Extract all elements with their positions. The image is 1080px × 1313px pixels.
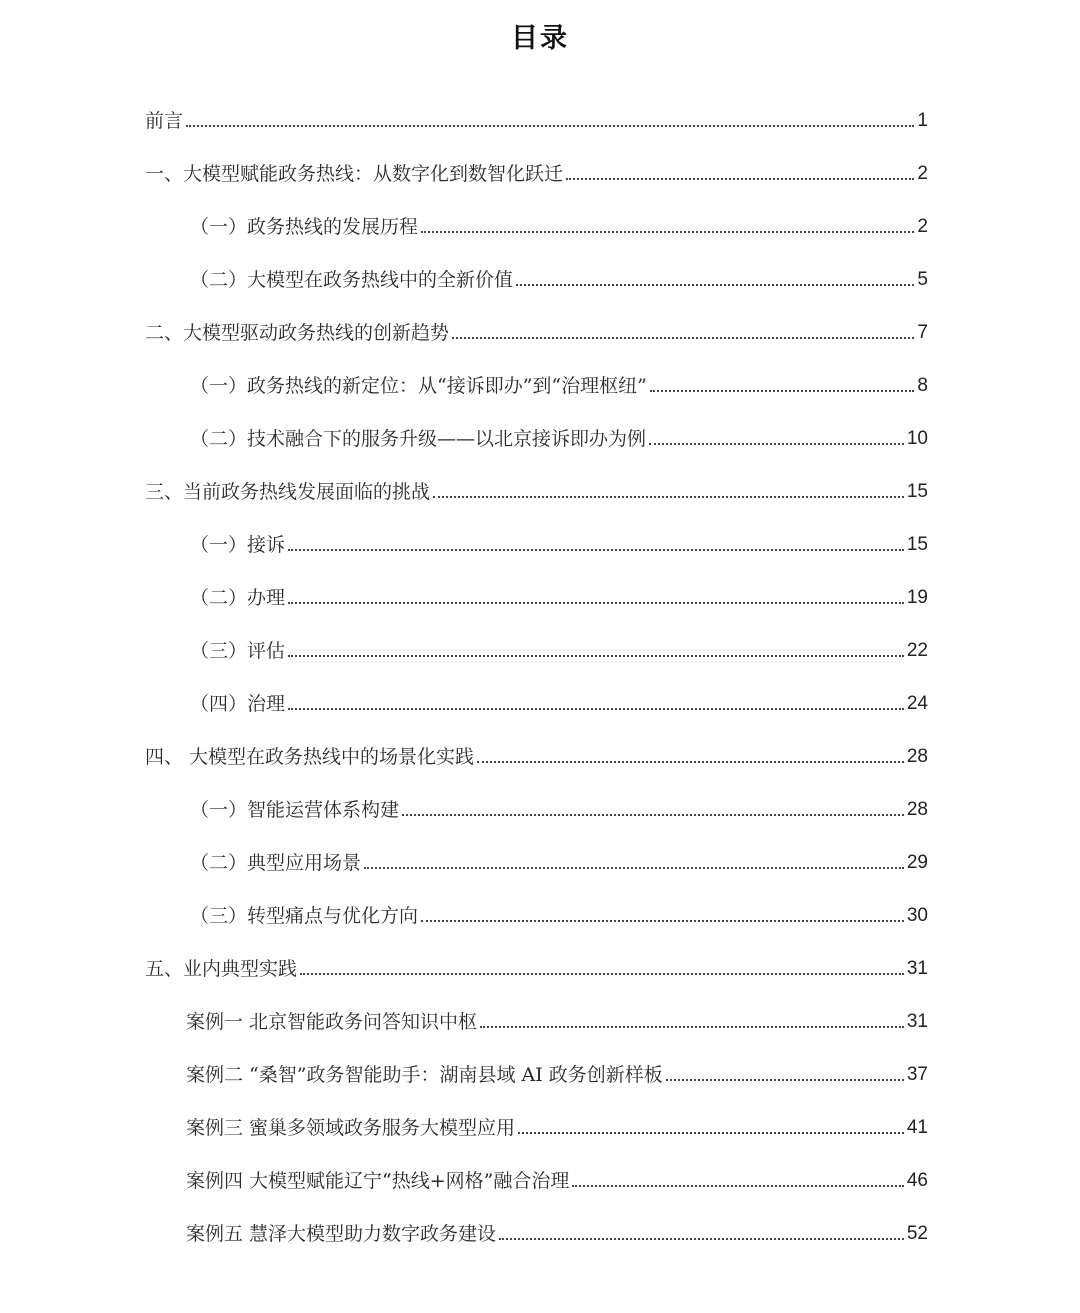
- toc-entry-page: 31: [906, 1011, 928, 1032]
- toc-entry-label: 案例二 “桑智”政务智能助手：湖南县域 AI 政务创新样板: [186, 1064, 663, 1086]
- toc-entry-page: 37: [906, 1064, 928, 1085]
- toc-entry-label: 五、业内典型实践: [145, 958, 298, 980]
- toc-entry[interactable]: [190, 421, 928, 451]
- toc-entry-page: 2: [917, 163, 928, 184]
- toc-entry-page: 41: [906, 1117, 928, 1138]
- toc-entry-page: 24: [906, 693, 928, 714]
- toc-entry-page: 28: [906, 799, 928, 820]
- dot-leader: [480, 1026, 904, 1028]
- dot-leader: [288, 602, 904, 604]
- dot-leader: [402, 814, 904, 816]
- toc-entry-page: 10: [906, 428, 928, 449]
- toc-entry[interactable]: [190, 845, 928, 875]
- toc-entry-label: （一）智能运营体系构建: [190, 799, 400, 821]
- toc-entry[interactable]: [186, 1110, 928, 1140]
- toc-entry-page: 46: [906, 1170, 928, 1191]
- dot-leader: [364, 867, 904, 869]
- toc-entry[interactable]: [145, 951, 928, 981]
- toc-entry-label: （四）治理: [190, 693, 286, 715]
- toc-entry-label: （三）评估: [190, 640, 286, 662]
- dot-leader: [288, 549, 904, 551]
- toc-entry[interactable]: [145, 156, 928, 186]
- toc-entry-page: 29: [906, 852, 928, 873]
- dot-leader: [516, 284, 914, 286]
- toc-entry-page: 28: [906, 746, 928, 767]
- toc-entry-label: （一）政务热线的发展历程: [190, 216, 419, 238]
- dot-leader: [566, 178, 914, 180]
- toc-entry[interactable]: [145, 315, 928, 345]
- toc-entry-label: 二、大模型驱动政务热线的创新趋势: [145, 322, 450, 344]
- toc-entry[interactable]: [190, 209, 928, 239]
- dot-leader: [649, 443, 904, 445]
- toc-entry[interactable]: [145, 474, 928, 504]
- toc-entry-page: 52: [906, 1223, 928, 1244]
- toc-entry-page: 5: [917, 269, 928, 290]
- toc-entry[interactable]: [186, 1163, 928, 1193]
- dot-leader: [477, 761, 904, 763]
- toc-entry-label: 案例四 大模型赋能辽宁“热线+网格”融合治理: [186, 1170, 570, 1192]
- toc-entry[interactable]: [186, 1004, 928, 1034]
- dot-leader: [300, 973, 904, 975]
- toc-entry-label: （二）典型应用场景: [190, 852, 362, 874]
- toc-entry-page: 15: [906, 481, 928, 502]
- dot-leader: [666, 1079, 904, 1081]
- toc-entry-label: （二）办理: [190, 587, 286, 609]
- dot-leader: [288, 655, 904, 657]
- toc-entry-page: 2: [917, 216, 928, 237]
- toc-entry[interactable]: [145, 103, 928, 133]
- toc-entry[interactable]: [190, 686, 928, 716]
- toc-entry-label: 三、当前政务热线发展面临的挑战: [145, 481, 431, 503]
- toc-entry-label: 一、大模型赋能政务热线：从数字化到数智化跃迁: [145, 163, 564, 185]
- toc-entry-label: （一）政务热线的新定位：从“接诉即办”到“治理枢纽”: [190, 375, 647, 397]
- toc-entry-label: （二）大模型在政务热线中的全新价值: [190, 269, 514, 291]
- toc-entry-page: 31: [906, 958, 928, 979]
- toc-entry-label: 案例一 北京智能政务问答知识中枢: [186, 1011, 478, 1033]
- toc-entry-page: 15: [906, 534, 928, 555]
- dot-leader: [572, 1185, 903, 1187]
- dot-leader: [421, 920, 904, 922]
- toc-entry[interactable]: [190, 580, 928, 610]
- toc-entry-page: 8: [917, 375, 928, 396]
- toc-entry[interactable]: [190, 898, 928, 928]
- dot-leader: [433, 496, 904, 498]
- toc-entry-page: 30: [906, 905, 928, 926]
- toc-entry[interactable]: [190, 527, 928, 557]
- toc-entry-page: 1: [917, 110, 928, 131]
- toc-entry[interactable]: [186, 1057, 928, 1087]
- toc-entry-page: 22: [906, 640, 928, 661]
- toc-entry[interactable]: [190, 792, 928, 822]
- dot-leader: [452, 337, 914, 339]
- dot-leader: [288, 708, 904, 710]
- toc-entry-label: （三）转型痛点与优化方向: [190, 905, 419, 927]
- toc-entry[interactable]: [186, 1216, 928, 1246]
- toc-entry[interactable]: [145, 739, 928, 769]
- toc-entry[interactable]: [190, 262, 928, 292]
- dot-leader: [518, 1132, 904, 1134]
- dot-leader: [499, 1238, 904, 1240]
- toc-entry-page: 19: [906, 587, 928, 608]
- toc-entry-label: 案例三 蜜巢多领域政务服务大模型应用: [186, 1117, 516, 1139]
- dot-leader: [650, 390, 915, 392]
- toc-entry-label: （二）技术融合下的服务升级——以北京接诉即办为例: [190, 428, 647, 450]
- toc-entry-label: 前言: [145, 110, 184, 132]
- toc-entry-page: 7: [917, 322, 928, 343]
- dot-leader: [186, 125, 914, 127]
- toc-entry-label: （一）接诉: [190, 534, 286, 556]
- toc-entry-label: 四、 大模型在政务热线中的场景化实践: [145, 746, 475, 768]
- toc-entry[interactable]: [190, 633, 928, 663]
- page-title: 目录: [511, 23, 569, 54]
- toc-entry[interactable]: [190, 368, 928, 398]
- dot-leader: [421, 231, 914, 233]
- toc-entry-label: 案例五 慧泽大模型助力数字政务建设: [186, 1223, 497, 1245]
